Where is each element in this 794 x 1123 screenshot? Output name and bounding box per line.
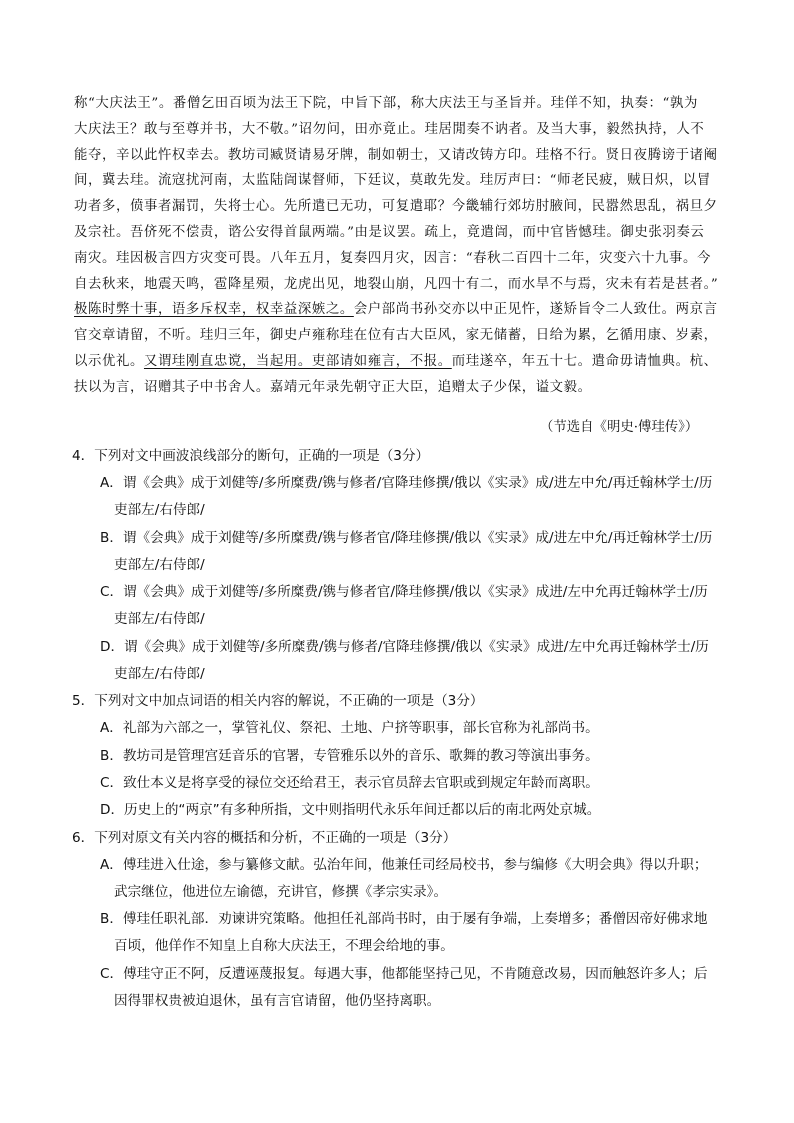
passage-line: 极陈时弊十事，语多斥权幸，权幸益深嫉之。会户部尚书孙交亦以中正见忤，遂矫旨令二人致仕。两京言	[74, 302, 718, 318]
question-stem: 6．下列对原文有关内容的概括和分析，不正确的一项是（3分）	[72, 829, 457, 846]
option-d[interactable]: D．谓《会典》成于刘健等/多所糜费/镌与修者/官降珪修撰/俄以《实录》成进/左中允再迁翰林学士/历 吏部左/右侍郎/	[100, 638, 709, 683]
passage-line: 功者多，偾事者漏罚，失将士心。先所遣已无功，可复遣耶？今畿辅行郊坊肘腋间，民嚣然思乱，祸旦夕	[74, 199, 718, 215]
option-c[interactable]: C．傅珪守正不阿，反遭诬蔑报复。每遇大事，他都能坚持己见，不肯随意改易，因而触怒许多人；后 因得罪权贵被迫退休，虽有言官请留，他仍坚持离职。	[100, 965, 708, 1010]
question-4	[72, 443, 732, 688]
question-stem: 5．下列对文中加点词语的相关内容的解说，不正确的一项是（3分）	[72, 693, 484, 710]
classical-passage	[74, 91, 722, 401]
question-list	[72, 443, 732, 1015]
passage-line: 南灾。珪因极言四方灾变可畏。八年五月，复奏四月灾，因言：“春秋二百四十二年，灾变六十九事。今	[74, 250, 712, 266]
option-b[interactable]: B．教坊司是管理宫廷音乐的官署，专管雅乐以外的音乐、歌舞的教习等演出事务。	[100, 747, 599, 764]
passage-source: （节选自《明史·傅珪传》）	[540, 420, 699, 435]
question-6	[72, 825, 732, 1016]
option-a[interactable]: A．傅珪进入仕途，参与纂修文献。弘治年间，他兼任司经局校书，参与编修《大明会典》得以升职； 武宗继位，他进位左谕德，充讲官，修撰《孝宗实录》。	[100, 856, 708, 900]
underlined-sentence: 又谓珪刚直忠谠，当起用。吏部请如雍言，不报。	[143, 353, 452, 369]
passage-line: 以示优礼。又谓珪刚直忠谠，当起用。吏部请如雍言，不报。而珪遂卒，年五十七。遣命毋请恤典。杭、	[74, 353, 718, 369]
option-c[interactable]: C．谓《会典》成于刘健等/多所糜费/镌与修者官/降珪修撰/俄以《实录》成进/左中允再迁翰林学士/历 吏部左/右侍郎/	[100, 584, 708, 628]
passage-line: 间，冀去珪。流寇扰河南，太监陆訚谋督师，下廷议，莫敢先发。珪厉声曰：“师老民疲，贼日炽，以冒	[74, 173, 712, 189]
underlined-sentence: 极陈时弊十事，语多斥权幸，权幸益深嫉之。	[74, 302, 354, 318]
option-b[interactable]: B．傅珪任职礼部．劝谏讲究策略。他担任礼部尚书时，由于屡有争端，上奏增多；番僧因帝好佛求地 百顷，他佯作不知皇上自称大庆法王，不理会给地的事。	[100, 911, 708, 955]
option-a[interactable]: A．礼部为六部之一，掌管礼仪、祭祀、土地、户挤等职事，部长官称为礼部尚书。	[100, 720, 599, 737]
passage-line: 及宗社。吾侪死不偿责，谘公安得首鼠两端。”由是议罢。疏上，竟遣訚，而中官皆憾珪。御史张羽奏云	[74, 224, 705, 240]
option-b[interactable]: B．谓《会典》成于刘健等/多所糜费/镌与修者官/降珪修撰/俄以《实录》成/进左中允/再迁翰林学士/历 吏部左/右侍郎/	[100, 529, 713, 573]
passage-line: 称“大庆法王”。番僧乞田百顷为法王下院，中旨下部，称大庆法王与圣旨并。珪佯不知，执奏：“孰为	[74, 96, 698, 111]
passage-line: 扶以为言，诏赠其子中书舍人。嘉靖元年录先朝守正大臣，追赠太子少保，谥文毅。	[74, 379, 592, 395]
passage-line: 能夺，辛以此忤权幸去。教坊司臧贤请易牙牌，制如朝士，又请改铸方印。珪格不行。贤日夜腾谤于诸阉	[74, 147, 718, 163]
question-stem: 4．下列对文中画波浪线部分的断句，正确的一项是（3分）	[72, 448, 430, 464]
passage-line: 自去秋来，地震天鸣，雹降星殒，龙虎出见，地裂山崩，凡四十有二，而水旱不与焉，灾未有若是甚者。”	[74, 276, 719, 292]
option-d[interactable]: D．历史上的“两京”有多种所指，文中则指明代永乐年间迁都以后的南北两处京城。	[100, 802, 601, 819]
passage-line: 官交章请留，不听。珪归三年，御史卢雍称珪在位有古大臣风，家无储蓄，日给为累，乞循用康、岁素，	[74, 328, 718, 344]
passage-line: 大庆法王？敢与至尊并书，大不敬。”诏勿问，田亦竟止。珪居閒奏不讷者。及当大事，毅然执持，人不	[74, 121, 705, 137]
option-a[interactable]: A．谓《会典》成于刘健等/多所糜费/镌与修者/官降珪修撰/俄以《实录》成/进左中允/再迁翰林学士/历 吏部左/右侍郎/	[100, 475, 713, 519]
question-5	[72, 688, 732, 824]
option-c[interactable]: C．致仕本义是将享受的禄位交还给君王，表示官员辞去官职或到规定年龄而离职。	[100, 774, 599, 791]
